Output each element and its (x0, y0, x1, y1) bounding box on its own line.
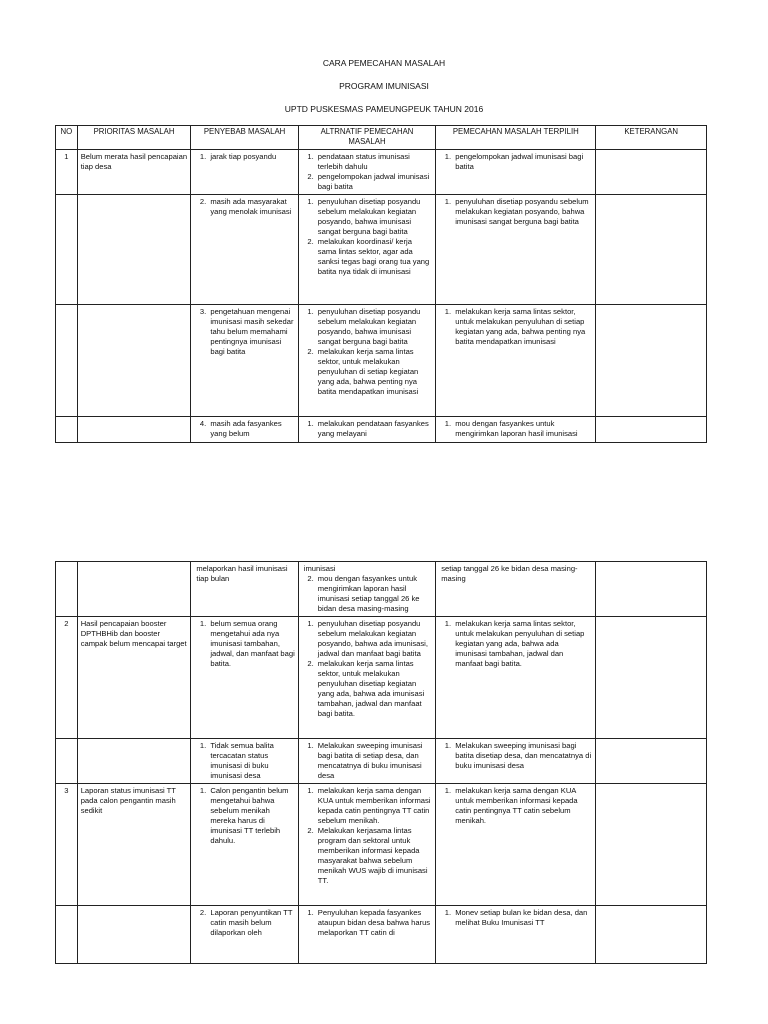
list-item: 2. melakukan koordinasi/ kerja sama lintas sektor, agar ada sanksi tegas bagi orang tua yang batita nya tidak di imunisasi (316, 237, 432, 277)
cell-alternatives (298, 906, 435, 964)
cell-selected-solution (436, 194, 596, 304)
cell-cause (191, 784, 298, 906)
item-list (439, 908, 592, 928)
cell-priority (77, 906, 191, 964)
cell-cause (191, 149, 298, 194)
list-item: 1. penyuluhan disetiap posyandu sebelum melakukan kegiatan posyando, bahwa ada imunisasi, jadwal dan manfaat bagi batita (316, 619, 432, 659)
item-list (194, 197, 294, 217)
header-notes: KETERANGAN (596, 126, 707, 150)
list-item: 1. penyuluhan disetiap posyandu sebelum melakukan kegiatan posyando, bahwa imunisasi sangat berguna bagi batita (316, 197, 432, 237)
table-row (56, 416, 707, 442)
cell-selected-solution (436, 617, 596, 739)
item-list (439, 197, 592, 227)
cell-notes (596, 617, 707, 739)
list-item: 1. Melakukan sweeping imunisasi bagi batita disetiap desa, dan mencatatnya di buku imunisasi desa (453, 741, 592, 771)
list-item: 1. Tidak semua balita tercacatan status imunisasi di buku imunisasi desa (208, 741, 294, 781)
table-row (56, 784, 707, 906)
list-item: 1. Melakukan sweeping imunisasi bagi batita di setiap desa, dan mencatatnya di buku imunisasi desa (316, 741, 432, 781)
cell-cause (191, 562, 298, 617)
item-list (194, 152, 294, 162)
cell-no (56, 906, 78, 964)
list-item: 2. Laporan penyuntikan TT catin masih belum dilaporkan oleh (208, 908, 294, 938)
table-row (56, 304, 707, 416)
list-item: 1. penyuluhan disetiap posyandu sebelum melakukan kegiatan posyando, bahwa imunisasi sangat berguna bagi batita (453, 197, 592, 227)
item-list (302, 152, 432, 192)
item-list (439, 619, 592, 669)
cell-priority: Hasil pencapaian booster DPTHBHib dan booster campak belum mencapai target (77, 617, 191, 739)
list-item: 1. melakukan pendataan fasyankes yang melayani (316, 419, 432, 439)
document-title: CARA PEMECAHAN MASALAH (322, 58, 446, 68)
cell-alternatives (298, 562, 435, 617)
table-row (56, 906, 707, 964)
cell-notes (596, 304, 707, 416)
list-item: 1. melakukan kerja sama dengan KUA untuk memberikan informasi kepada catin pentingnya TT catin sebelum menikah. (316, 786, 432, 826)
cell-cause (191, 739, 298, 784)
cell-alternatives (298, 149, 435, 194)
list-item: 1. mou dengan fasyankes untuk mengirimkan laporan hasil imunisasi (453, 419, 592, 439)
cell-cause (191, 617, 298, 739)
list-item: 1. pendataan status imunisasi terlebih dahulu (316, 152, 432, 172)
item-list (194, 741, 294, 781)
item-list (302, 908, 432, 938)
list-item: 1. Monev setiap bulan ke bidan desa, dan melihat Buku Imunisasi TT (453, 908, 592, 928)
item-list (302, 619, 432, 719)
document-title-block (0, 58, 768, 127)
item-list (194, 786, 294, 846)
list-item: 2. melakukan kerja sama lintas sektor, untuk melakukan penyuluhan disetiap kegiatan yang ada, bahwa ada imunisasi tambahan, jadwal dan manfaat bagi batita. (316, 659, 432, 719)
cell-selected-solution (436, 149, 596, 194)
header-no: NO (56, 126, 78, 150)
cell-cause (191, 304, 298, 416)
list-item: 2. melakukan kerja sama lintas sektor, untuk melakukan penyuluhan di setiap kegiatan yang ada, bahwa penting nya batita mendapatkan imunisasi (316, 347, 432, 397)
list-item: 2. mou dengan fasyankes untuk mengirimkan laporan hasil imunisasi setiap tanggal 26 ke bidan desa masing-masing (316, 574, 432, 614)
item-list (439, 786, 592, 826)
item-list (302, 786, 432, 886)
cell-no (56, 416, 78, 442)
table-row (56, 739, 707, 784)
list-item: 1. penyuluhan disetiap posyandu sebelum melakukan kegiatan posyando, bahwa imunisasi sangat berguna bagi batita (316, 307, 432, 347)
item-list (439, 419, 592, 439)
item-list (439, 152, 592, 172)
cell-no: 1 (56, 149, 78, 194)
list-item: imunisasi (303, 564, 336, 573)
header-selected-solution: PEMECAHAN MASALAH TERPILIH (436, 126, 596, 150)
list-item: 2. pengelompokan jadwal imunisasi bagi batita (316, 172, 432, 192)
cell-selected-solution (436, 304, 596, 416)
cell-no (56, 739, 78, 784)
cell-alternatives (298, 739, 435, 784)
table-header-row (56, 126, 707, 150)
item-list (439, 741, 592, 771)
cell-notes (596, 149, 707, 194)
list-item: 1. Calon pengantin belum mengetahui bahwa sebelum menikah mereka harus di imunisasi TT terlebih dahulu. (208, 786, 294, 846)
cell-notes (596, 194, 707, 304)
list-item: setiap tanggal 26 ke bidan desa masing-masing (441, 564, 578, 584)
item-list (302, 197, 432, 277)
cell-alternatives (298, 617, 435, 739)
list-item: 1. melakukan kerja sama lintas sektor, untuk melakukan penyuluhan di setiap kegiatan yang ada, bahwa penting nya batita mendapatkan imunisasi (453, 307, 592, 347)
problem-solving-table-page-2 (55, 561, 707, 964)
item-list (302, 307, 432, 397)
list-item: 1. jarak tiap posyandu (208, 152, 294, 162)
cell-no (56, 194, 78, 304)
item-list (194, 307, 294, 357)
list-item: 1. Penyuluhan kepada fasyankes ataupun bidan desa bahwa harus melaporkan TT catin di (316, 908, 432, 938)
cell-priority (77, 562, 191, 617)
cell-notes (596, 906, 707, 964)
header-cause: PENYEBAB MASALAH (191, 126, 298, 150)
cell-notes (596, 784, 707, 906)
cell-cause (191, 416, 298, 442)
cell-alternatives (298, 304, 435, 416)
list-item: 1. pengelompokan jadwal imunisasi bagi batita (453, 152, 592, 172)
cell-no: 2 (56, 617, 78, 739)
problem-solving-table-page-1 (55, 125, 707, 443)
cell-selected-solution (436, 416, 596, 442)
item-list (194, 419, 294, 439)
item-list (194, 564, 294, 584)
header-alternatives: ALTRNATIF PEMECAHAN MASALAH (298, 126, 435, 150)
cell-no (56, 562, 78, 617)
cell-no: 3 (56, 784, 78, 906)
list-item: 3. pengetahuan mengenai imunisasi masih sekedar tahu belum memahami pentingnya imunisasi bagi batita (208, 307, 294, 357)
cell-no (56, 304, 78, 416)
document-subtitle-program: PROGRAM IMUNISASI (339, 81, 429, 91)
item-list (439, 307, 592, 347)
table-row (56, 149, 707, 194)
cell-selected-solution (436, 562, 596, 617)
cell-priority (77, 304, 191, 416)
item-list (194, 619, 294, 669)
cell-alternatives (298, 784, 435, 906)
cell-notes (596, 562, 707, 617)
cell-cause (191, 906, 298, 964)
list-item: 1. belum semua orang mengetahui ada nya imunisasi tambahan, jadwal, dan manfaat bagi batita. (208, 619, 294, 669)
list-item: 4. masih ada fasyankes yang belum (208, 419, 294, 439)
item-list (439, 564, 592, 584)
list-item: melaporkan hasil imunisasi tiap bulan (196, 564, 288, 584)
cell-priority: Belum merata hasil pencapaian tiap desa (77, 149, 191, 194)
cell-priority: Laporan status imunisasi TT pada calon pengantin masih sedikit (77, 784, 191, 906)
cell-priority (77, 416, 191, 442)
item-list (302, 574, 432, 614)
table-row (56, 562, 707, 617)
table-row (56, 617, 707, 739)
cell-notes (596, 739, 707, 784)
cell-selected-solution (436, 739, 596, 784)
item-list (194, 908, 294, 938)
list-item: 2. Melakukan kerjasama lintas program dan sektoral untuk memberikan informasi kepada masyarakat bahwa sebelum menikah WUS wajib di imunisasi TT. (316, 826, 432, 886)
cell-priority (77, 739, 191, 784)
item-list (302, 741, 432, 781)
cell-selected-solution (436, 784, 596, 906)
header-priority: PRIORITAS MASALAH (77, 126, 191, 150)
cell-priority (77, 194, 191, 304)
table-row (56, 194, 707, 304)
list-item: 1. melakukan kerja sama dengan KUA untuk memberikan informasi kepada catin pentingnya TT catin sebelum menikah. (453, 786, 592, 826)
cell-cause (191, 194, 298, 304)
list-item: 1. melakukan kerja sama lintas sektor, untuk melakukan penyuluhan di setiap kegiatan yang ada, bahwa ada imunisasi tambahan, jadwal dan manfaat bagi batita. (453, 619, 592, 669)
list-item: 2. masih ada masyarakat yang menolak imunisasi (208, 197, 294, 217)
cell-alternatives (298, 416, 435, 442)
cell-notes (596, 416, 707, 442)
item-list (302, 564, 432, 574)
cell-selected-solution (436, 906, 596, 964)
item-list (302, 419, 432, 439)
cell-alternatives (298, 194, 435, 304)
document-subtitle-institution: UPTD PUSKESMAS PAMEUNGPEUK TAHUN 2016 (284, 104, 484, 114)
